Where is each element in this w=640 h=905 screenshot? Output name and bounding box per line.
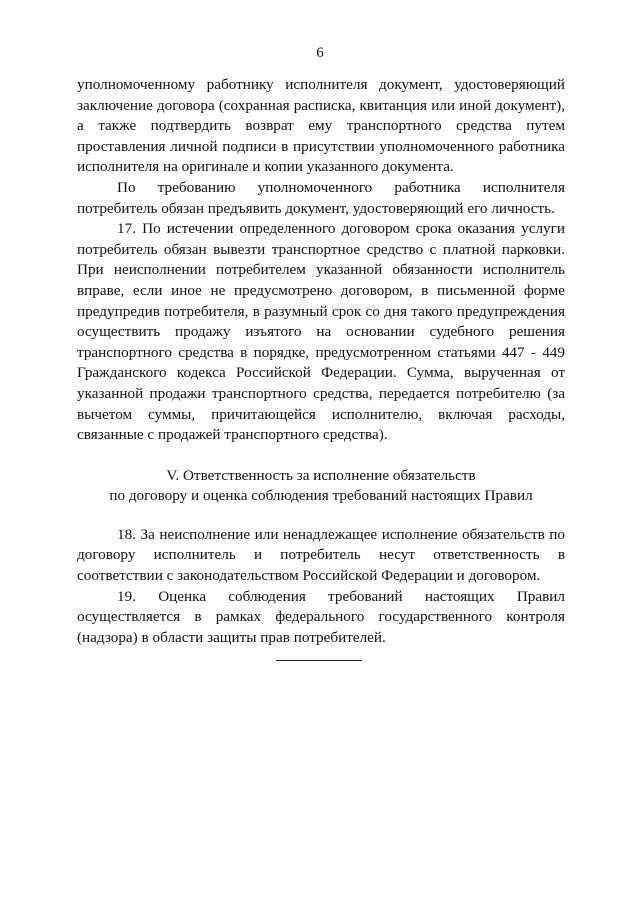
section-heading xyxy=(77,466,565,507)
paragraph-17: 17. По истечении определенного договором срока оказания услуги потребитель обязан вывезти транспортное средство с платной парковки. При неисполнении потребителем указанной обязанности исполнитель вправе, если иное не предусмотрено договором, в письменной форме предупредив потребителя, в разумный срок со дня такого предупреждения осуществить продажу изъятого на основании судебного решения транспортного средства в порядке, предусмотренном статьями 447 - 449 Гражданского кодекса Российской Федерации. Сумма, вырученная от указанной продажи транспортного средства, передается потребителю (за вычетом суммы, причитающейся исполнителю, включая расходы, связанные с продажей транспортного средства). xyxy=(77,220,565,444)
section-heading-line-2: по договору и оценка соблюдения требований настоящих Правил xyxy=(109,487,533,505)
page-number: 6 xyxy=(316,45,324,61)
section-heading-line-1: V. Ответственность за исполнение обязательств xyxy=(166,466,476,484)
paragraph-18: 18. За неисполнение или ненадлежащее исполнение обязательств по договору исполнитель и потребитель несут ответственность в соответствии с законодательством Российской Федерации и договором. xyxy=(77,525,565,585)
end-divider xyxy=(276,660,362,661)
paragraph-continuation: уполномоченному работнику исполнителя документ, удостоверяющий заключение договора (сохранная расписка, квитанция или иной документ), а также подтвердить возврат ему транспортного средства путем проставления личной подписи в присутствии уполномоченного работника исполнителя на оригинале и копии указанного документа. xyxy=(77,76,565,176)
paragraph-identity-document: По требованию уполномоченного работника исполнителя потребитель обязан предъявить документ, удостоверяющий его личность. xyxy=(77,178,565,217)
document-body xyxy=(77,75,565,648)
paragraph-19: 19. Оценка соблюдения требований настоящих Правил осуществляется в рамках федерального государственного контроля (надзора) в области защиты прав потребителей. xyxy=(77,587,565,646)
